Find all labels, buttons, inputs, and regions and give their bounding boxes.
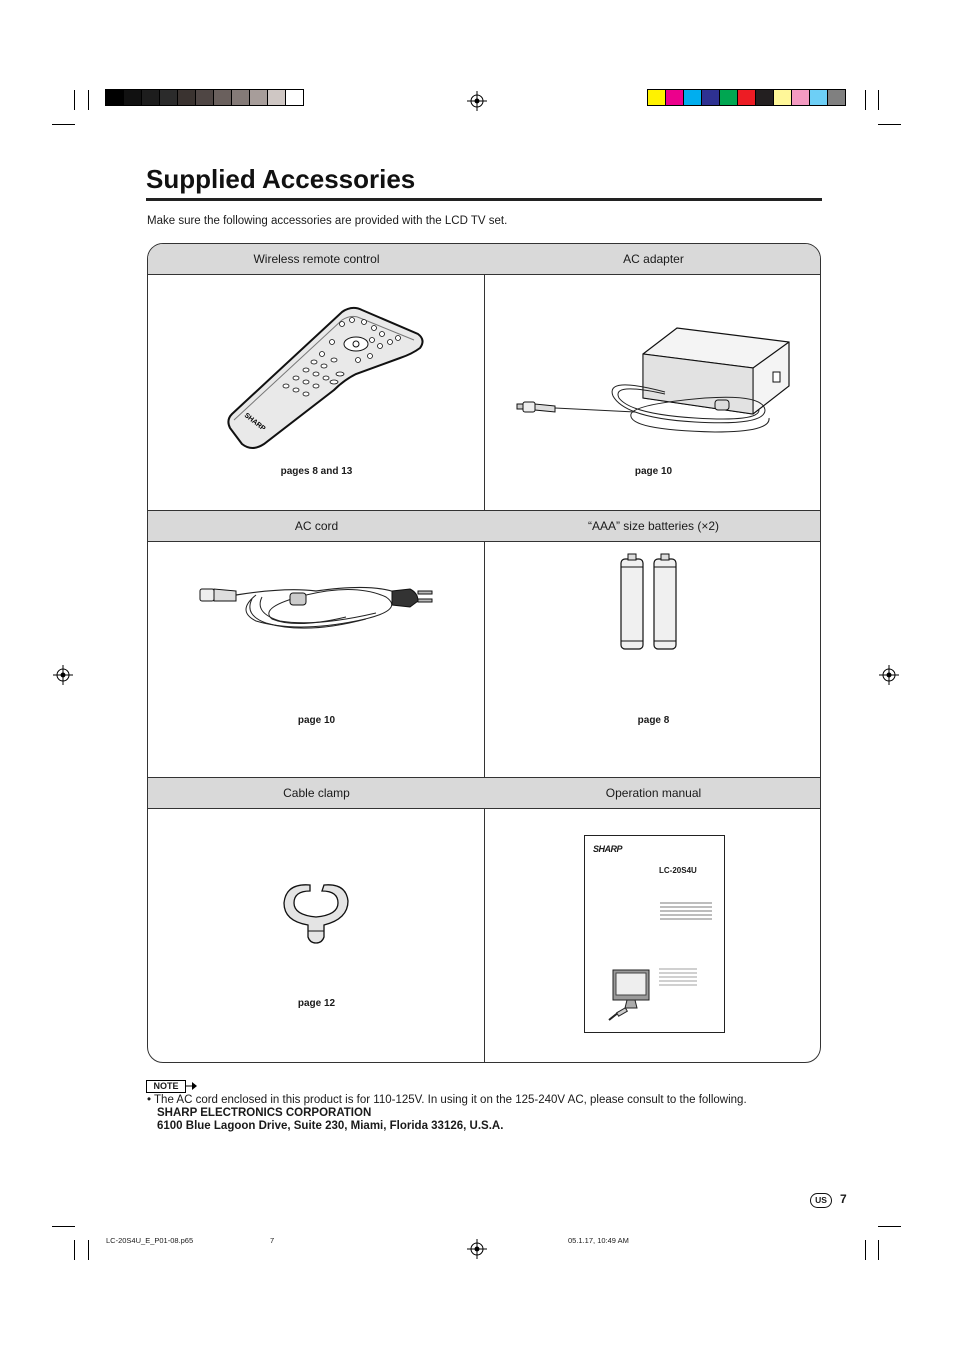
registration-target-icon — [467, 1239, 487, 1259]
accessory-cell-operation-manual — [485, 778, 821, 1063]
intro-text: Make sure the following accessories are provided with the LCD TV set. — [147, 215, 508, 227]
page-reference: pages 8 and 13 — [280, 466, 353, 477]
remote-brand-logo: SHARP — [242, 412, 267, 433]
footer-timestamp: 05.1.17, 10:49 AM — [568, 1236, 629, 1245]
color-swatch — [828, 90, 845, 105]
color-swatch — [720, 90, 738, 105]
color-swatch — [250, 90, 268, 105]
accessory-label: AC adapter — [485, 244, 821, 275]
accessory-label: “AAA” size batteries (×2) — [485, 511, 821, 542]
registration-target-icon — [53, 665, 73, 685]
note-address: 6100 Blue Lagoon Drive, Suite 230, Miami, Florida 33126, U.S.A. — [157, 1120, 504, 1132]
accessory-label: Cable clamp — [148, 778, 485, 809]
crop-mark — [878, 1226, 901, 1227]
remote-control-icon — [222, 302, 428, 452]
region-badge: US — [810, 1193, 832, 1208]
note-badge: NOTE — [146, 1080, 186, 1093]
crop-mark — [878, 90, 879, 110]
color-swatch — [810, 90, 828, 105]
accessory-cell-batteries — [485, 511, 821, 778]
accessory-cell-ac-cord — [148, 511, 485, 778]
accessories-table — [147, 243, 821, 1063]
tv-illustration-icon — [607, 968, 653, 1024]
manual-brand-logo: SHARP — [593, 844, 623, 854]
accessory-label: Operation manual — [485, 778, 821, 809]
manual-model-number: LC-20S4U — [659, 866, 697, 875]
registration-target-icon — [467, 91, 487, 111]
page-title: Supplied Accessories — [146, 164, 416, 194]
note-content — [147, 1094, 747, 1133]
footer-filename: LC-20S4U_E_P01-08.p65 — [106, 1236, 194, 1245]
page-reference: page 10 — [634, 466, 673, 477]
crop-mark — [865, 90, 866, 110]
accessory-label: AC cord — [148, 511, 485, 542]
crop-mark — [52, 1226, 75, 1227]
color-swatch — [196, 90, 214, 105]
manual-title-lines — [660, 902, 712, 920]
bullet: • — [147, 1094, 152, 1106]
accessory-label: Wireless remote control — [148, 244, 485, 275]
page-reference: page 12 — [297, 998, 336, 1009]
color-swatch — [106, 90, 124, 105]
crop-mark — [74, 90, 75, 110]
process-color-bar — [647, 89, 846, 106]
color-swatch — [214, 90, 232, 105]
color-swatch — [160, 90, 178, 105]
color-swatch — [774, 90, 792, 105]
crop-mark — [878, 124, 901, 125]
color-swatch — [124, 90, 142, 105]
color-swatch — [268, 90, 286, 105]
page-reference: page 8 — [637, 715, 670, 726]
note-line — [147, 1094, 747, 1107]
accessory-cell-cable-clamp — [148, 778, 485, 1063]
color-swatch — [684, 90, 702, 105]
note-company: SHARP ELECTRONICS CORPORATION — [157, 1107, 372, 1119]
color-swatch — [648, 90, 666, 105]
footer-file-page: 7 — [270, 1236, 275, 1245]
accessory-cell-ac-adapter — [485, 244, 821, 511]
note-arrow-icon — [186, 1081, 198, 1091]
color-swatch — [142, 90, 160, 105]
page-number: 7 — [840, 1192, 847, 1206]
page-reference: page 10 — [297, 715, 336, 726]
accessory-cell-remote — [148, 244, 485, 511]
color-swatch — [286, 90, 303, 105]
crop-mark — [865, 1240, 866, 1260]
color-swatch — [738, 90, 756, 105]
color-swatch — [232, 90, 250, 105]
note-body: The AC cord enclosed in this product is for 110-125V. In using it on the 125-240V AC, please consult to the following. — [154, 1094, 747, 1106]
title-underline — [146, 198, 822, 201]
crop-mark — [52, 124, 75, 125]
manual-language-lines — [659, 968, 697, 986]
color-swatch — [178, 90, 196, 105]
crop-mark — [88, 90, 89, 110]
cable-clamp-icon — [280, 879, 352, 945]
registration-target-icon — [879, 665, 899, 685]
crop-mark — [74, 1240, 75, 1260]
ac-cord-icon — [196, 577, 436, 637]
crop-mark — [88, 1240, 89, 1260]
ac-adapter-icon — [515, 326, 797, 438]
batteries-icon — [618, 553, 682, 651]
color-swatch — [756, 90, 774, 105]
color-swatch — [666, 90, 684, 105]
operation-manual-icon — [584, 835, 725, 1033]
grayscale-color-bar — [105, 89, 304, 106]
crop-mark — [878, 1240, 879, 1260]
color-swatch — [792, 90, 810, 105]
color-swatch — [702, 90, 720, 105]
